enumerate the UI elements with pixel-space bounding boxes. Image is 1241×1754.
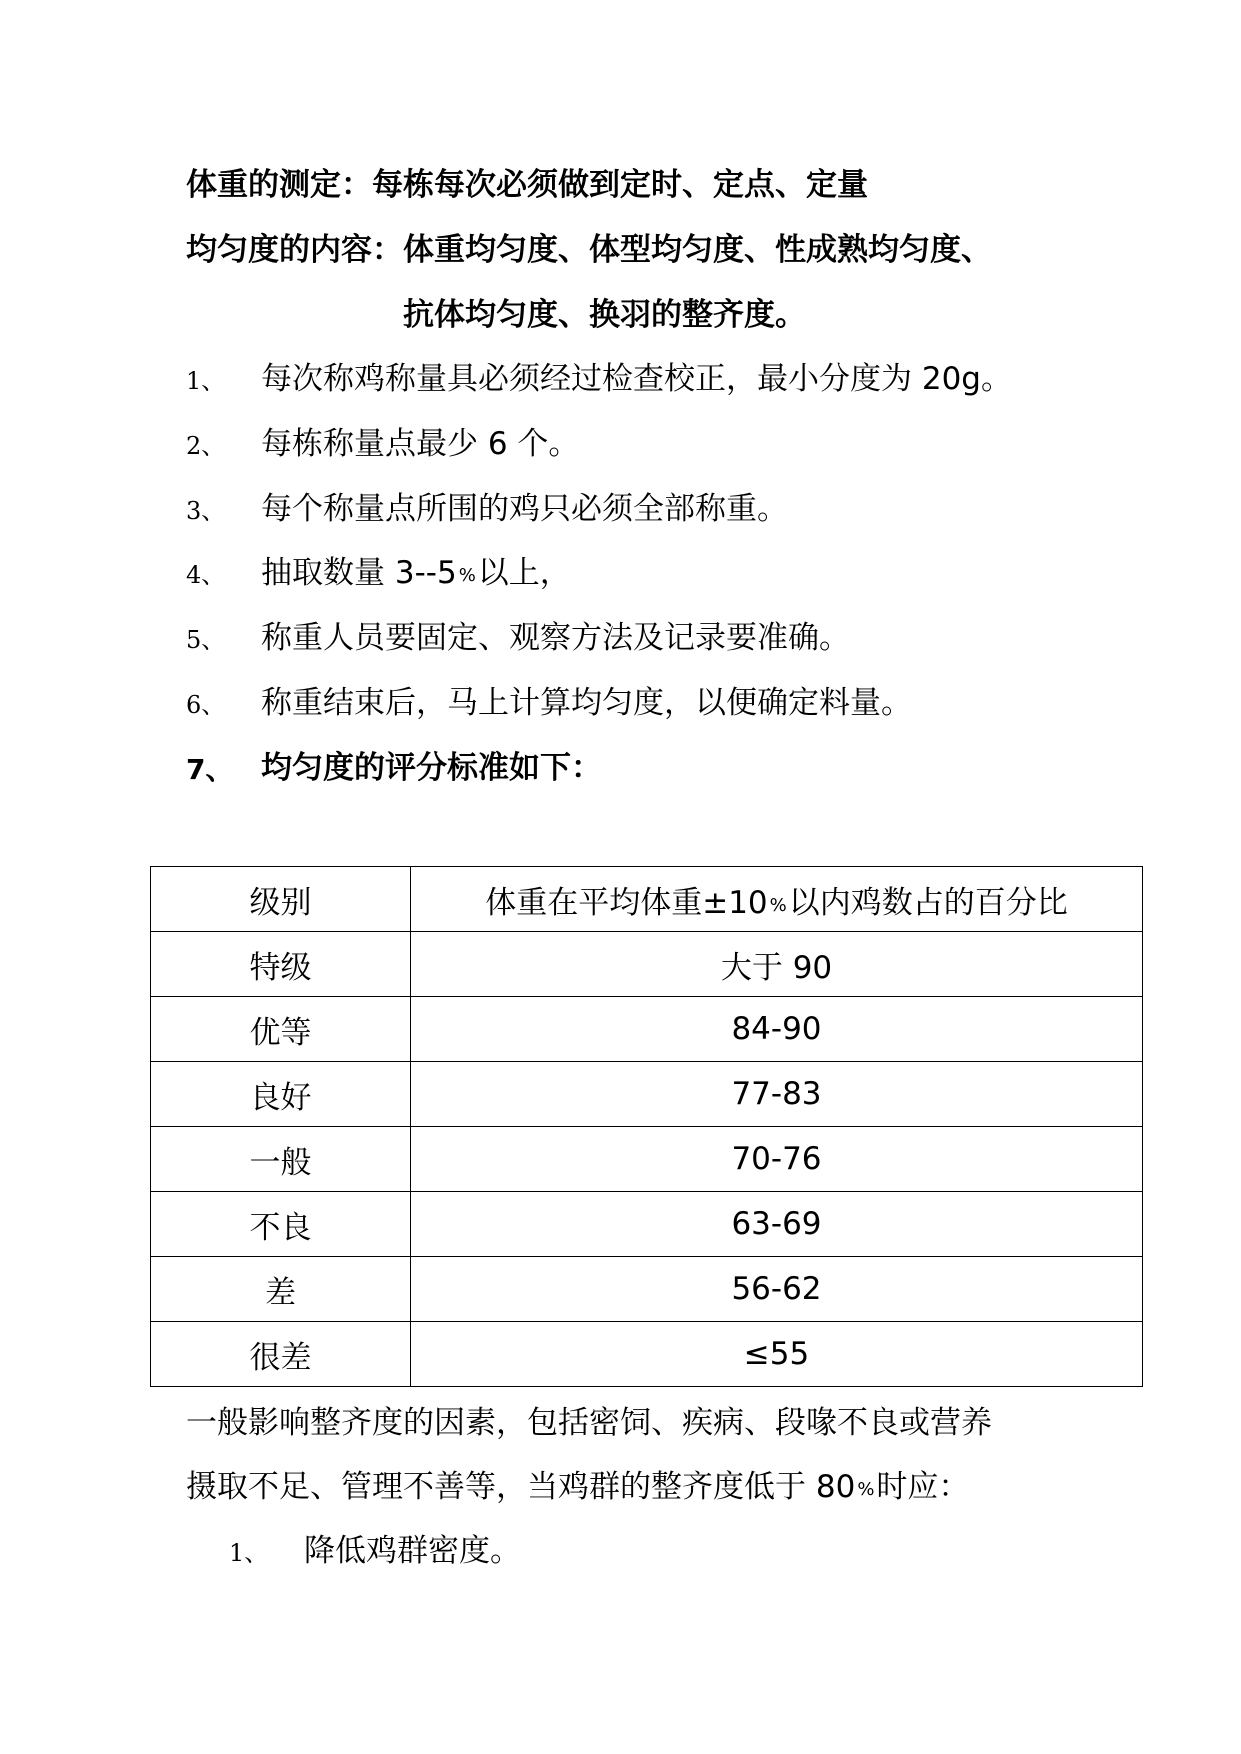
header-text-b: 以内鸡数占的百分比 <box>788 884 1068 921</box>
uniformity-grading-table <box>150 866 1143 1387</box>
table-header-grade: 级别 <box>151 867 411 932</box>
table-row <box>151 932 1143 997</box>
list-item-text: 每次称鸡称量具必须经过检查校正，最小分度为 20g。 <box>261 361 1012 397</box>
list-item-number: 3、 <box>186 497 226 525</box>
list-item-number: 7、 <box>186 753 234 786</box>
table-row <box>151 1062 1143 1127</box>
list-item-text-b: 以上， <box>477 555 571 591</box>
paragraph-text-a: 摄取不足、管理不善等，当鸡群的整齐度低于 80 <box>186 1469 856 1505</box>
grade-cell: 特级 <box>151 932 411 997</box>
value-cell: 56-62 <box>411 1257 1143 1322</box>
value-cell: 70-76 <box>411 1127 1143 1192</box>
list-item-number: 1、 <box>229 1539 269 1567</box>
paragraph-factors: 一般影响整齐度的因素，包括密饲、疾病、段喙不良或营养 <box>186 1405 992 1441</box>
table-row <box>151 1192 1143 1257</box>
list-item-number: 6、 <box>186 691 226 719</box>
list-item-text: 每栋称量点最少 6 个。 <box>261 426 580 462</box>
paragraph-text-b: 时应： <box>876 1469 970 1505</box>
value-cell: ≤55 <box>411 1322 1143 1387</box>
list-item-text-a: 抽取数量 3--5 <box>261 555 457 591</box>
table-row <box>151 997 1143 1062</box>
percent-sign: % <box>458 565 476 586</box>
header-text-a: 体重在平均体重 <box>485 884 703 921</box>
list-item-number: 5、 <box>186 626 226 654</box>
list-item-text: 称重人员要固定、观察方法及记录要准确。 <box>261 620 850 656</box>
header-plus-minus: ±10 <box>702 884 768 921</box>
table-header-percentage <box>411 867 1143 932</box>
value-cell: 63-69 <box>411 1192 1143 1257</box>
grade-cell: 差 <box>151 1257 411 1322</box>
list-item-text: 每个称量点所围的鸡只必须全部称重。 <box>261 491 788 527</box>
grade-cell: 很差 <box>151 1322 411 1387</box>
list-item-text <box>261 553 571 596</box>
grade-cell: 优等 <box>151 997 411 1062</box>
heading-weight-measurement: 体重的测定：每栋每次必须做到定时、定点、定量 <box>186 167 868 203</box>
grade-cell: 一般 <box>151 1127 411 1192</box>
heading-uniformity-content: 均匀度的内容：体重均匀度、体型均匀度、性成熟均匀度、 <box>186 232 992 268</box>
list-item-number: 4、 <box>186 561 226 589</box>
value-cell: 84-90 <box>411 997 1143 1062</box>
list-item-text: 称重结束后，马上计算均匀度，以便确定料量。 <box>261 685 912 721</box>
heading-uniformity-content-cont: 抗体均匀度、换羽的整齐度。 <box>403 297 806 333</box>
percent-sign: % <box>857 1479 875 1500</box>
grade-cell: 不良 <box>151 1192 411 1257</box>
value-cell: 大于 90 <box>411 932 1143 997</box>
grade-cell: 良好 <box>151 1062 411 1127</box>
list-item-number: 2、 <box>186 432 226 460</box>
list-item-text: 均匀度的评分标准如下： <box>261 750 602 786</box>
paragraph-factors-cont <box>186 1467 969 1510</box>
table-row <box>151 1257 1143 1322</box>
table-row <box>151 1322 1143 1387</box>
table-header-row <box>151 867 1143 932</box>
list-item-number: 1、 <box>186 367 226 395</box>
percent-sign: % <box>769 894 787 916</box>
list-item-text: 降低鸡群密度。 <box>304 1533 521 1569</box>
value-cell: 77-83 <box>411 1062 1143 1127</box>
table-row <box>151 1127 1143 1192</box>
